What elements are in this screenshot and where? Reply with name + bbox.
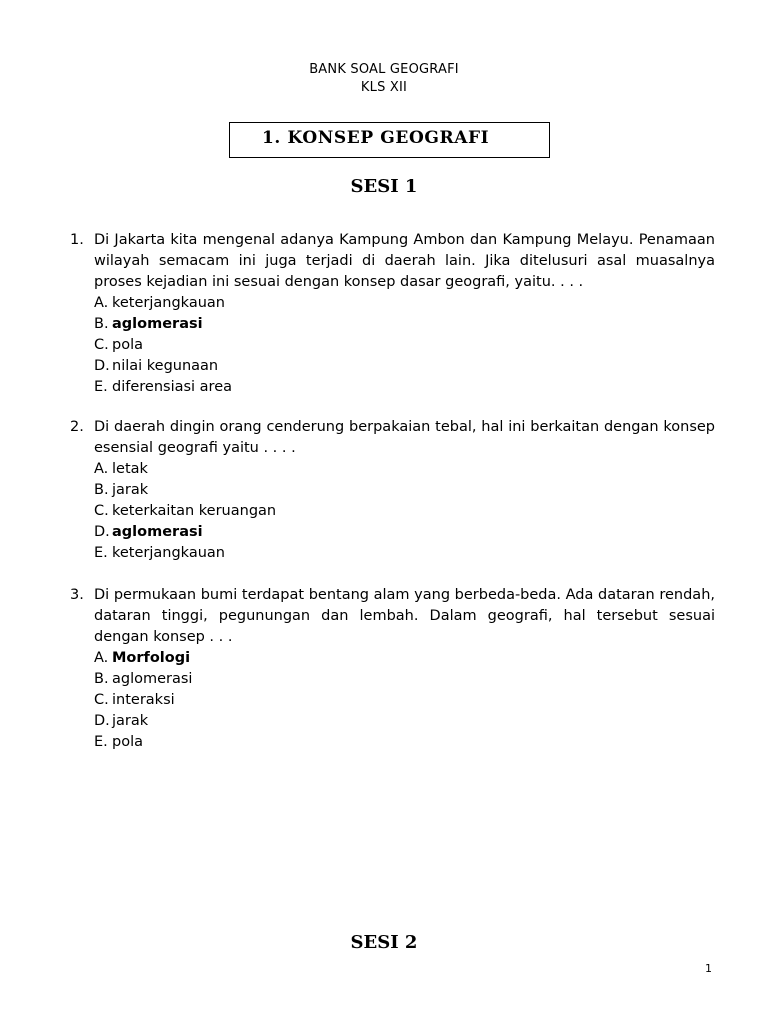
chapter-heading: 1. KONSEP GEOGRAFI [262, 128, 490, 148]
answer-options [94, 293, 715, 398]
option-text: diferensiasi area [112, 379, 233, 395]
answer-option [94, 459, 715, 480]
chapter-heading-box [229, 122, 550, 158]
option-letter: A. [94, 650, 109, 666]
question-2 [70, 417, 715, 564]
question-number: 3. [70, 587, 84, 603]
option-letter: A. [94, 295, 109, 311]
option-letter: D. [94, 358, 110, 374]
option-text: aglomerasi [112, 671, 193, 687]
option-letter: D. [94, 713, 110, 729]
answer-option [94, 669, 715, 690]
question-3 [70, 585, 715, 753]
answer-option-correct [94, 314, 715, 335]
option-text: nilai kegunaan [112, 358, 219, 374]
answer-option-correct [94, 648, 715, 669]
answer-option [94, 543, 715, 564]
option-text: pola [112, 337, 143, 353]
question-number: 1. [70, 232, 84, 248]
session-heading-2: SESI 2 [350, 932, 418, 953]
page-number: 1 [705, 962, 712, 975]
option-letter: E. [94, 734, 108, 750]
document-title: BANK SOAL GEOGRAFI [309, 62, 459, 77]
answer-option [94, 711, 715, 732]
answer-option [94, 480, 715, 501]
question-text: Di daerah dingin orang cenderung berpakaian tebal, hal ini berkaitan dengan konsep esensial geografi yaitu . . . . [94, 419, 715, 456]
option-text: keterjangkauan [112, 545, 225, 561]
option-text: aglomerasi [112, 316, 203, 332]
answer-option [94, 501, 715, 522]
option-letter: D. [94, 524, 110, 540]
answer-option [94, 377, 715, 398]
question-number: 2. [70, 419, 84, 435]
answer-option [94, 690, 715, 711]
option-text: aglomerasi [112, 524, 203, 540]
question-text: Di Jakarta kita mengenal adanya Kampung Ambon dan Kampung Melayu. Penamaan wilayah semacam ini juga terjadi di daerah lain. Jika ditelusuri asal muasalnya proses kejadian ini sesuai dengan konsep dasar geografi, yaitu. . . . [94, 232, 715, 290]
option-text: letak [112, 461, 148, 477]
option-text: keterkaitan keruangan [112, 503, 277, 519]
option-letter: B. [94, 316, 109, 332]
option-letter: C. [94, 692, 109, 708]
answer-options [94, 648, 715, 753]
option-letter: A. [94, 461, 109, 477]
option-text: pola [112, 734, 143, 750]
option-letter: B. [94, 482, 109, 498]
answer-option-correct [94, 522, 715, 543]
option-text: interaksi [112, 692, 175, 708]
question-text: Di permukaan bumi terdapat bentang alam yang berbeda-beda. Ada dataran rendah, dataran tinggi, pegunungan dan lembah. Dalam geografi, hal tersebut sesuai dengan konsep . . . [94, 587, 715, 645]
answer-options [94, 459, 715, 564]
option-text: jarak [112, 713, 149, 729]
option-letter: E. [94, 379, 108, 395]
document-subtitle: KLS XII [360, 80, 408, 95]
answer-option [94, 293, 715, 314]
option-text: Morfologi [112, 650, 191, 666]
option-letter: E. [94, 545, 108, 561]
answer-option [94, 732, 715, 753]
option-text: keterjangkauan [112, 295, 225, 311]
option-letter: C. [94, 337, 109, 353]
question-1 [70, 230, 715, 398]
session-heading-1: SESI 1 [350, 176, 418, 197]
answer-option [94, 356, 715, 377]
option-text: jarak [112, 482, 149, 498]
answer-option [94, 335, 715, 356]
option-letter: C. [94, 503, 109, 519]
option-letter: B. [94, 671, 109, 687]
